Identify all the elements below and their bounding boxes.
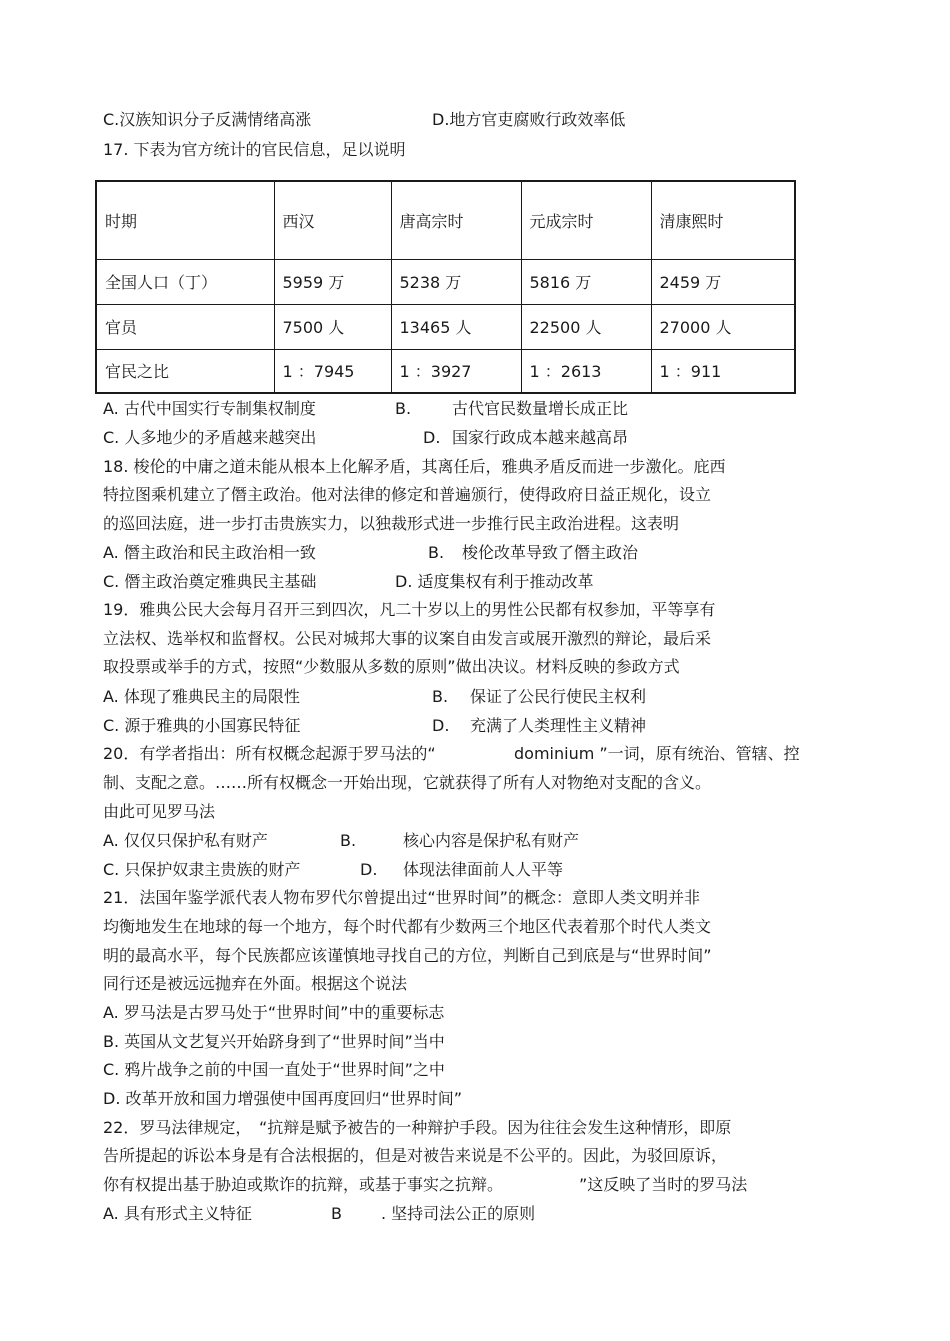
q20-option-d-letter: D.: [360, 860, 378, 879]
table-cell: 全国人口（丁）: [96, 259, 274, 304]
q17-option-c: C. 人多地少的矛盾越来越突出: [103, 428, 317, 447]
q18-option-d: D. 适度集权有利于推动改革: [395, 572, 594, 591]
q19-stem-line: 19．雅典公民大会每月召开三到四次，凡二十岁以上的男性公民都有权参加，平等享有: [103, 600, 716, 619]
q22-stem-line: 你有权提出基于胁迫或欺诈的抗辩，或基于事实之抗辩。: [103, 1175, 504, 1194]
q17-stem: 17. 下表为官方统计的官民信息，足以说明: [103, 140, 406, 159]
q19-option-d-text: 充满了人类理性主义精神: [470, 716, 647, 735]
q20-option-a: A. 仅仅只保护私有财产: [103, 831, 268, 850]
q17-option-a: A. 古代中国实行专制集权制度: [103, 399, 316, 418]
q20-stem-line: 制、支配之意。……所有权概念一开始出现，它就获得了所有人对物绝对支配的含义。: [103, 773, 712, 792]
table-cell: 27000 人: [651, 304, 795, 349]
table-cell: 官民之比: [96, 349, 274, 393]
q17-option-d-letter: D.: [423, 428, 441, 447]
q19-option-a: A. 体现了雅典民主的局限性: [103, 687, 300, 706]
q17-option-d-text: 国家行政成本越来越高昂: [452, 428, 629, 447]
table-cell: 5816 万: [521, 259, 651, 304]
table-cell: 1 ：7945: [274, 349, 391, 393]
q20-stem-line-cont: dominium ”一词，原有统治、管辖、控: [514, 744, 800, 763]
q22-stem-line-cont: “抗辩是赋予被告的一种辩护手段。因为往往会发生这种情形，即原: [259, 1118, 732, 1137]
q18-option-a: A. 僭主政治和民主政治相一致: [103, 543, 316, 562]
q21-option-d: D. 改革开放和国力增强使中国再度回归“世界时间”: [103, 1089, 463, 1108]
q21-stem-line: 同行还是被远远抛弃在外面。根据这个说法: [103, 974, 408, 993]
table-header-cell: 时期: [96, 181, 274, 259]
q18-stem-line: 18. 梭伦的中庸之道未能从根本上化解矛盾，其离任后，雅典矛盾反而进一步激化。庇西: [103, 457, 726, 476]
q19-option-d-letter: D.: [432, 716, 450, 735]
q20-option-d-text: 体现法律面前人人平等: [403, 860, 564, 879]
official-population-table: [95, 180, 796, 394]
q16-option-d: D.地方官吏腐败行政效率低: [432, 110, 626, 129]
q18-option-b-letter: B.: [428, 543, 445, 562]
q19-option-c: C. 源于雅典的小国寡民特征: [103, 716, 301, 735]
q22-stem-line: 22．罗马法律规定，: [103, 1118, 252, 1137]
q18-stem-line: 特拉图乘机建立了僭主政治。他对法律的修定和普遍颁行，使得政府日益正规化，设立: [103, 485, 712, 504]
table-cell: 官员: [96, 304, 274, 349]
q20-option-b-letter: B.: [340, 831, 357, 850]
q20-option-b-text: 核心内容是保护私有财产: [403, 831, 580, 850]
q21-stem-line: 明的最高水平，每个民族都应该谨慎地寻找自己的方位，判断自己到底是与“世界时间”: [103, 946, 712, 965]
q22-option-b-letter: B: [331, 1204, 342, 1223]
q21-stem-line: 21．法国年鉴学派代表人物布罗代尔曾提出过“世界时间”的概念：意即人类文明并非: [103, 888, 700, 907]
q20-option-c: C. 只保护奴隶主贵族的财产: [103, 860, 301, 879]
q22-stem-line-cont: ”这反映了当时的罗马法: [579, 1175, 748, 1194]
q18-option-c: C. 僭主政治奠定雅典民主基础: [103, 572, 317, 591]
q16-option-c: C.汉族知识分子反满情绪高涨: [103, 110, 312, 129]
q19-stem-line: 立法权、选举权和监督权。公民对城邦大事的议案自由发言或展开激烈的辩论，最后采: [103, 629, 712, 648]
q17-option-b-text: 古代官民数量增长成正比: [452, 399, 629, 418]
table-header-cell: 西汉: [274, 181, 391, 259]
table-header-cell: 唐高宗时: [391, 181, 521, 259]
q22-option-a: A. 具有形式主义特征: [103, 1204, 252, 1223]
q19-option-b-letter: B.: [432, 687, 449, 706]
q19-option-b-text: 保证了公民行使民主权利: [470, 687, 647, 706]
table-cell: 1 ：2613: [521, 349, 651, 393]
table-cell: 5238 万: [391, 259, 521, 304]
table-header-cell: 元成宗时: [521, 181, 651, 259]
table-cell: 7500 人: [274, 304, 391, 349]
table-header-cell: 清康熙时: [651, 181, 795, 259]
table-cell: 1 ：3927: [391, 349, 521, 393]
q21-option-c: C. 鸦片战争之前的中国一直处于“世界时间”之中: [103, 1060, 445, 1079]
q18-option-b-text: 梭伦改革导致了僭主政治: [462, 543, 639, 562]
table-row: [96, 304, 795, 349]
q17-option-b-letter: B.: [395, 399, 412, 418]
q20-stem-line: 20．有学者指出：所有权概念起源于罗马法的“: [103, 744, 436, 763]
q21-option-b: B. 英国从文艺复兴开始跻身到了“世界时间”当中: [103, 1032, 445, 1051]
q22-stem-line: 告所提起的诉讼本身是有合法根据的，但是对被告来说是不公平的。因此，为驳回原诉，: [103, 1146, 728, 1165]
q18-stem-line: 的巡回法庭，进一步打击贵族实力，以独裁形式进一步推行民主政治进程。这表明: [103, 514, 680, 533]
q21-option-a: A. 罗马法是古罗马处于“世界时间”中的重要标志: [103, 1003, 445, 1022]
table-cell: 2459 万: [651, 259, 795, 304]
table-header-row: [96, 181, 795, 259]
table-row: [96, 349, 795, 393]
table-cell: 1 ：911: [651, 349, 795, 393]
table-row: [96, 259, 795, 304]
table-cell: 22500 人: [521, 304, 651, 349]
q21-stem-line: 均衡地发生在地球的每一个地方，每个时代都有少数两三个地区代表着那个时代人类文: [103, 917, 712, 936]
q20-stem-line: 由此可见罗马法: [103, 802, 216, 821]
table-cell: 5959 万: [274, 259, 391, 304]
q22-option-b-text: . 坚持司法公正的原则: [381, 1204, 536, 1223]
q19-stem-line: 取投票或举手的方式，按照“少数服从多数的原则”做出决议。材料反映的参政方式: [103, 657, 680, 676]
table-cell: 13465 人: [391, 304, 521, 349]
